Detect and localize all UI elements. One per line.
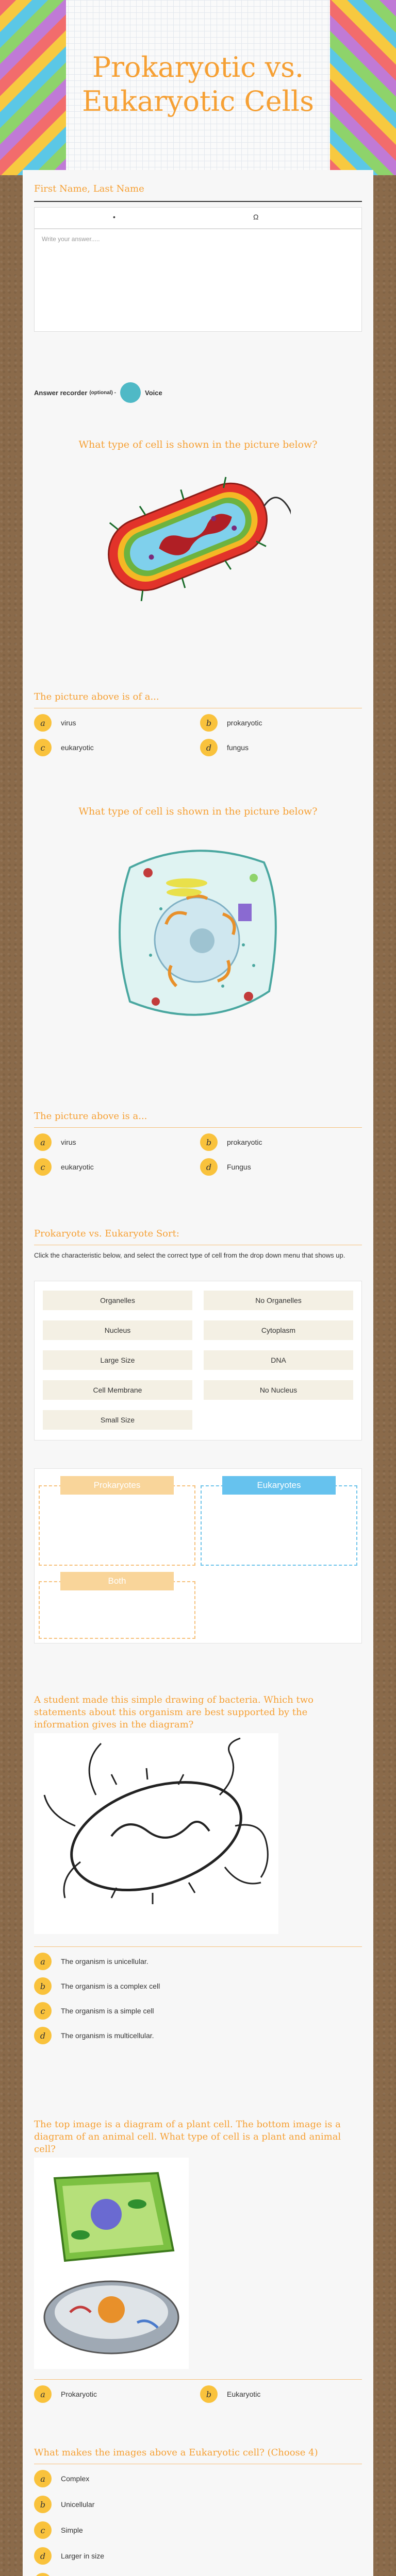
q2-option-b[interactable]: [200, 714, 262, 732]
prokaryote-cell-image: [85, 465, 291, 609]
name-label: First Name, Last Name: [34, 183, 144, 194]
sort-dropzones: [34, 1468, 362, 1643]
option-letter: a: [34, 1133, 52, 1151]
option-text: The organism is unicellular.: [61, 1957, 148, 1965]
option-text: Larger in size: [61, 2552, 105, 2560]
eukaryote-cell-image: [99, 832, 297, 1048]
worksheet-card: [23, 170, 373, 2576]
option-letter: c: [34, 2521, 52, 2539]
q2-option-a[interactable]: [34, 714, 76, 732]
sort-item-large-size[interactable]: Large Size: [43, 1350, 192, 1370]
sort-item-dna[interactable]: DNA: [204, 1350, 353, 1370]
sort-question: Prokaryote vs. Eukaryote Sort:: [34, 1228, 179, 1239]
q5-divider: [34, 1946, 362, 1947]
sort-item-cytoplasm[interactable]: Cytoplasm: [204, 1320, 353, 1340]
option-text: The organism is a simple cell: [61, 2007, 154, 2015]
sort-item-no-organelles[interactable]: No Organelles: [204, 1291, 353, 1310]
option-letter: a: [34, 1953, 52, 1970]
option-letter: b: [34, 1977, 52, 1995]
option-letter: d: [200, 1158, 218, 1176]
q4-divider: [34, 1127, 362, 1128]
q7-option-b[interactable]: [34, 2496, 94, 2513]
special-characters-button[interactable]: Ω: [253, 213, 259, 221]
option-text: Fungus: [227, 1163, 251, 1171]
sort-item-organelles[interactable]: Organelles: [43, 1291, 192, 1310]
q2-question: The picture above is of a...: [34, 691, 159, 702]
option-letter: a: [34, 2385, 52, 2403]
recorder-optional: (optional) -: [89, 389, 116, 396]
dropzone-prokaryotes[interactable]: [39, 1485, 195, 1566]
option-letter: d: [34, 2027, 52, 2044]
answer-textarea[interactable]: Write your answer.....: [34, 229, 362, 332]
option-text: The organism is a complex cell: [61, 1982, 160, 1990]
option-text: Eukaryotic: [227, 2390, 261, 2398]
q6-divider: [34, 2379, 362, 2380]
option-text: eukaryotic: [61, 743, 94, 752]
option-text: The organism is multicellular.: [61, 2031, 154, 2040]
option-letter: c: [34, 739, 52, 756]
q5-option-c[interactable]: [34, 2002, 154, 2020]
header-banner: [0, 0, 396, 175]
option-letter: b: [200, 1133, 218, 1151]
option-letter: b: [34, 2496, 52, 2513]
q6-question: The top image is a diagram of a plant cell. The bottom image is a diagram of an animal cell. What type of cell is a plant and animal cell?: [34, 2119, 341, 2155]
option-letter: c: [34, 2002, 52, 2020]
option-text: Unicellular: [61, 2500, 95, 2509]
q4-question: The picture above is a...: [34, 1111, 147, 1122]
editor-toolbar: [34, 207, 362, 229]
q6-option-b[interactable]: [200, 2385, 260, 2403]
voice-button[interactable]: Voice: [144, 388, 162, 397]
option-text: fungus: [227, 743, 249, 752]
option-letter: a: [34, 2470, 52, 2487]
option-letter: c: [34, 1158, 52, 1176]
option-text: prokaryotic: [227, 1138, 262, 1146]
q4-option-c[interactable]: [34, 1158, 94, 1176]
q4-option-a[interactable]: [34, 1133, 76, 1151]
option-text: prokaryotic: [227, 719, 262, 727]
sort-instructions: Click the characteristic below, and select the correct type of cell from the drop down menu that shows up.: [34, 1251, 345, 1259]
bullet-list-button[interactable]: •: [113, 213, 116, 221]
dropzone-label-both: Both: [60, 1572, 174, 1590]
option-letter: a: [34, 714, 52, 732]
q4-option-b[interactable]: [200, 1133, 262, 1151]
option-letter: d: [200, 739, 218, 756]
q7-question: What makes the images above a Eukaryotic cell? (Choose 4): [34, 2447, 318, 2458]
q4-option-d[interactable]: [200, 1158, 251, 1176]
option-text: virus: [61, 1138, 76, 1146]
option-text: Complex: [61, 2475, 90, 2483]
option-text: Simple: [61, 2526, 83, 2534]
option-text: eukaryotic: [61, 1163, 94, 1171]
dropzone-label-eukaryotes: Eukaryotes: [222, 1476, 336, 1495]
plant-animal-cell-image: [34, 2158, 189, 2369]
sort-items-grid: [34, 1281, 362, 1440]
q5-option-a[interactable]: [34, 1953, 148, 1970]
q2-option-d[interactable]: [200, 739, 249, 756]
q5-option-d[interactable]: [34, 2027, 154, 2044]
dropzone-eukaryotes[interactable]: [201, 1485, 357, 1566]
q7-option-a[interactable]: [34, 2470, 89, 2487]
option-letter: [34, 2573, 52, 2576]
q3-question: What type of cell is shown in the picture below?: [78, 806, 318, 817]
q7-option-c[interactable]: [34, 2521, 83, 2539]
sort-item-no-nucleus[interactable]: No Nucleus: [204, 1380, 353, 1400]
q2-option-c[interactable]: [34, 739, 94, 756]
recorder-label: Answer recorder: [34, 388, 88, 397]
option-letter: b: [200, 714, 218, 732]
option-text: Prokaryotic: [61, 2390, 97, 2398]
option-letter: b: [200, 2385, 218, 2403]
sort-item-cell-membrane[interactable]: Cell Membrane: [43, 1380, 192, 1400]
q7-option-d[interactable]: [34, 2547, 104, 2565]
option-letter: d: [34, 2547, 52, 2565]
dropzone-label-prokaryotes: Prokaryotes: [60, 1476, 174, 1495]
decorative-chevron-right: [330, 0, 396, 175]
answer-recorder: [34, 382, 162, 403]
q5-option-b[interactable]: [34, 1977, 160, 1995]
q7-option-e[interactable]: [34, 2573, 107, 2576]
bacteria-drawing-image: [34, 1733, 278, 1934]
sort-item-nucleus[interactable]: Nucleus: [43, 1320, 192, 1340]
q5-question: A student made this simple drawing of bacteria. Which two statements about this organism are best supported by the information gives in the diagram?: [34, 1694, 314, 1730]
q6-option-a[interactable]: [34, 2385, 97, 2403]
q1-question: What type of cell is shown in the picture below?: [78, 439, 318, 450]
option-text: virus: [61, 719, 76, 727]
microphone-icon[interactable]: [120, 382, 141, 403]
name-divider: [34, 201, 362, 202]
page-title: Prokaryotic vs. Eukaryotic Cells: [82, 51, 314, 117]
decorative-chevron-left: [0, 0, 66, 175]
sort-item-small-size[interactable]: Small Size: [43, 1410, 192, 1430]
